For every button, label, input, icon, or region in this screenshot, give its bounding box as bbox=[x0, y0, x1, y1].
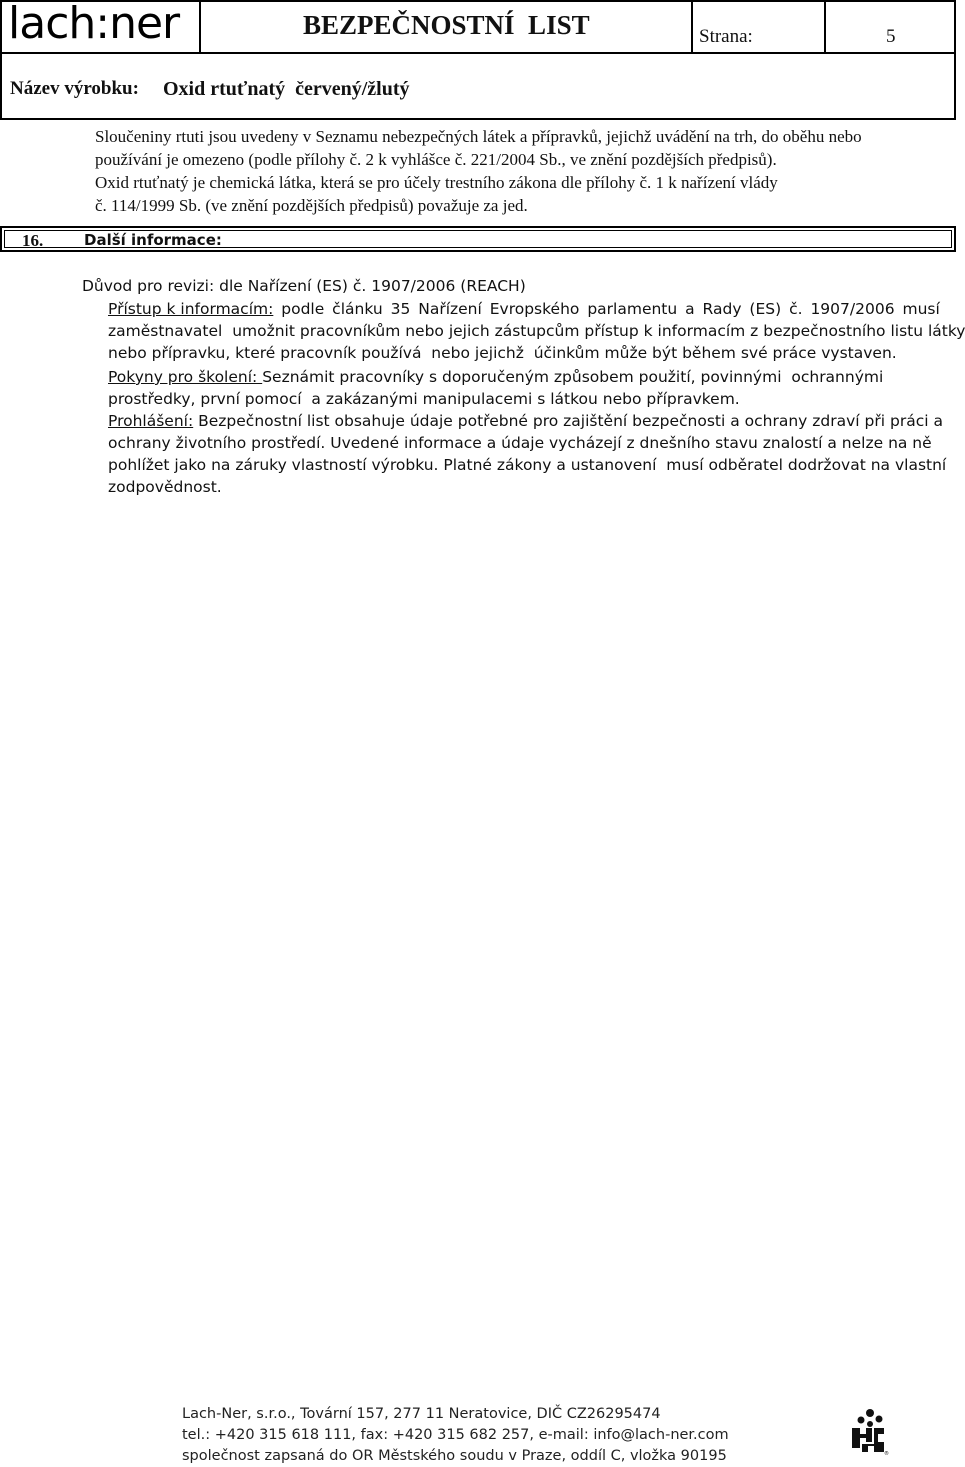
access-label: Přístup k informacím: bbox=[108, 300, 274, 318]
training-text-1: Seznámit pracovníky s doporučeným způsobem použití, povinnými ochrannými bbox=[262, 368, 884, 386]
revision-reason: Důvod pro revizi: dle Nařízení (ES) č. 1907/2006 (REACH) bbox=[82, 277, 526, 295]
header-top-row bbox=[2, 2, 954, 54]
revision-reason-block bbox=[82, 275, 948, 297]
regulatory-paragraph bbox=[95, 125, 955, 217]
paragraph-line: používání je omezeno (podle přílohy č. 2 k vyhlášce č. 221/2004 Sb., ve znění pozdějších předpisů). bbox=[95, 150, 777, 169]
page-number-cell bbox=[824, 2, 954, 52]
paragraph-line: Sloučeniny rtuti jsou uvedeny v Seznamu nebezpečných látek a přípravků, jejichž uvádění na trh, do oběhu nebo bbox=[95, 127, 862, 146]
paragraph-line: Oxid rtuťnatý je chemická látka, která se pro účely trestního zákona dle přílohy č. 1 k nařízení vlády bbox=[95, 173, 778, 192]
company-logo: lach:ner bbox=[8, 0, 180, 49]
logo-cell bbox=[2, 2, 201, 52]
footer-address: Lach-Ner, s.r.o., Tovární 157, 277 11 Neratovice, DIČ CZ26295474 bbox=[182, 1406, 661, 1422]
training-label: Pokyny pro školení: bbox=[108, 368, 263, 386]
footer-contact: tel.: +420 315 618 111, fax: +420 315 682 257, e-mail: info@lach-ner.com bbox=[182, 1427, 729, 1443]
section-16-heading bbox=[0, 226, 956, 252]
document-header bbox=[0, 0, 956, 120]
section-number: 16. bbox=[22, 231, 44, 250]
declaration-block bbox=[108, 410, 948, 498]
footer-registration: společnost zapsaná do OR Městského soudu v Praze, oddíl C, vložka 90195 bbox=[182, 1448, 727, 1464]
page-label-cell bbox=[691, 2, 826, 52]
training-line-1 bbox=[108, 366, 948, 388]
company-emblem-icon bbox=[848, 1408, 888, 1456]
declaration-line-4: zodpovědnost. bbox=[108, 478, 222, 496]
page-label: Strana: bbox=[699, 26, 753, 47]
header-product-row bbox=[2, 54, 954, 118]
access-line-1 bbox=[108, 298, 948, 320]
page-number: 5 bbox=[886, 26, 896, 47]
declaration-text-1: Bezpečnostní list obsahuje údaje potřebné pro zajištění bezpečnosti a ochrany zdraví při práci a bbox=[193, 412, 943, 430]
access-block bbox=[108, 298, 965, 364]
declaration-line-1 bbox=[108, 410, 948, 432]
product-label: Název výrobku: bbox=[10, 78, 139, 99]
section-title: Další informace: bbox=[84, 231, 222, 249]
declaration-line-2: ochrany životního prostředí. Uvedené informace a údaje vycházejí z dnešního stavu znalostí a nelze na ně bbox=[108, 434, 932, 452]
access-line-3: nebo přípravku, které pracovník používá nebo jejichž účinkům může být během své práce vystaven. bbox=[108, 344, 897, 362]
product-name: Oxid rtuťnatý červený/žlutý bbox=[163, 78, 410, 100]
company-footer bbox=[182, 1404, 729, 1467]
access-text-1: podle článku 35 Nařízení Evropského parlamentu a Rady (ES) č. 1907/2006 musí bbox=[273, 300, 940, 318]
declaration-label: Prohlášení: bbox=[108, 412, 194, 430]
svg-text:®: ® bbox=[884, 1451, 889, 1457]
training-line-2: prostředky, první pomocí a zakázanými manipulacemi s látkou nebo přípravkem. bbox=[108, 390, 740, 408]
access-line-2: zaměstnavatel umožnit pracovníkům nebo jejich zástupcům přístup k informacím z bezpečnostního listu látky bbox=[108, 322, 965, 340]
paragraph-line: č. 114/1999 Sb. (ve znění pozdějších předpisů) považuje za jed. bbox=[95, 196, 528, 215]
declaration-line-3: pohlížet jako na záruky vlastností výrobku. Platné zákony a ustanovení musí odběratel dodržovat na vlastní bbox=[108, 456, 947, 474]
title-cell bbox=[199, 2, 693, 52]
training-block bbox=[108, 366, 948, 410]
document-title: BEZPEČNOSTNÍ LIST bbox=[303, 10, 590, 40]
